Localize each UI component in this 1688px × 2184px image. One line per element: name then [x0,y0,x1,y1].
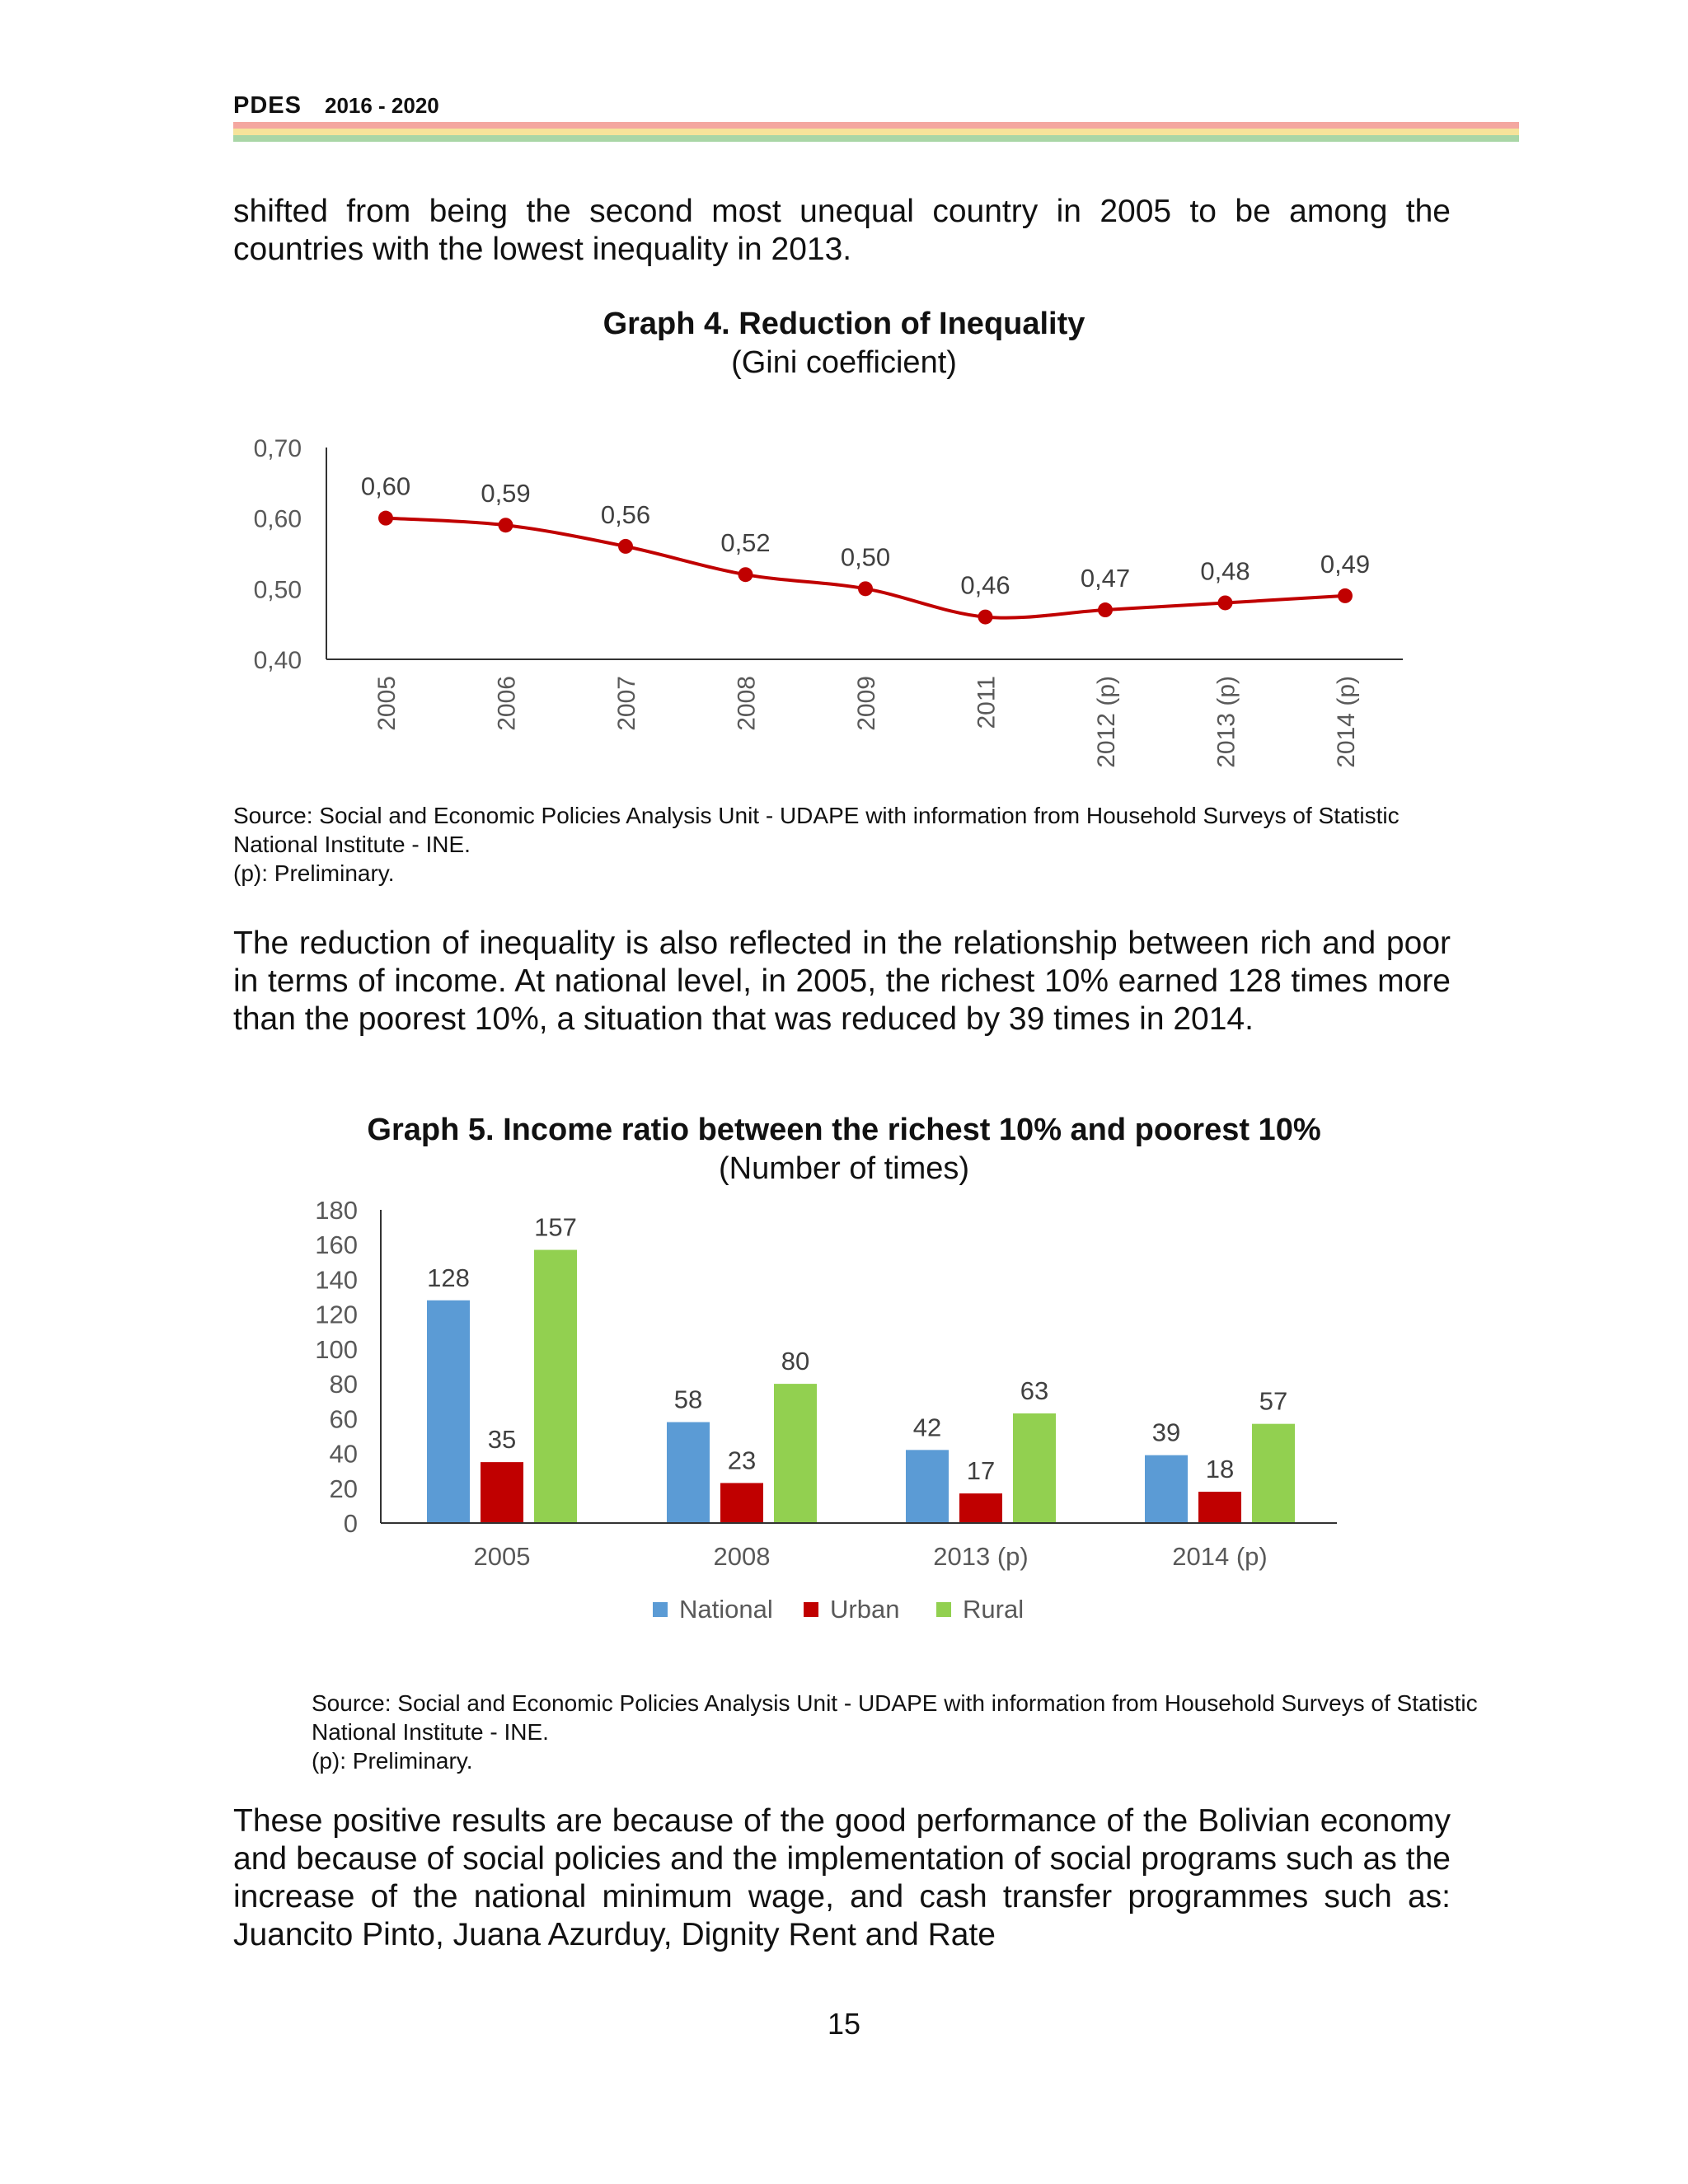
graph5-title: Graph 5. Income ratio between the richest 10% and poorest 10% [367,1113,1321,1147]
y-tick-label: 0,70 [253,435,302,462]
data-label: 0,52 [720,528,771,558]
bar-national [1145,1455,1188,1523]
page-number: 15 [827,2007,861,2041]
x-tick-label: 2013 (p) [933,1542,1029,1571]
data-label: 80 [781,1347,810,1376]
legend-label-urban: Urban [830,1595,900,1624]
bar-rural [774,1384,817,1523]
y-tick-label: 20 [329,1474,358,1503]
x-tick-label: 2006 [493,676,521,731]
data-label: 0,59 [481,479,531,509]
x-tick-label: 2005 [373,676,401,731]
data-label: 42 [912,1413,942,1442]
data-label: 157 [534,1212,577,1242]
bar-urban [959,1493,1002,1523]
data-label: 0,60 [360,471,411,501]
y-tick-label: 40 [329,1439,358,1469]
x-tick-label: 2007 [613,676,640,731]
data-label: 0,56 [600,499,651,529]
y-tick-label: 60 [329,1404,358,1434]
x-tick-label: 2005 [473,1542,531,1571]
x-tick-label: 2008 [713,1542,771,1571]
x-tick-label: 2014 (p) [1333,676,1360,768]
data-label: 0,50 [840,542,891,572]
data-label: 58 [673,1385,703,1414]
graph4-source-note: (p): Preliminary. [233,860,395,886]
data-label: 18 [1205,1455,1235,1483]
graph5-subtitle: (Number of times) [718,1151,970,1186]
paragraph-intro: shifted from being the second most unequal country in 2005 to be among the countries with the lowest inequality in 2013. [233,194,1451,267]
data-label: 63 [1020,1376,1049,1405]
bar-national [906,1450,949,1523]
data-label: 0,48 [1200,556,1250,586]
bar-rural [1013,1413,1056,1523]
bar-urban [1198,1492,1241,1523]
y-tick-label: 140 [315,1265,358,1295]
legend-swatch-rural [936,1602,951,1617]
header-years: 2016 - 2020 [324,93,439,118]
graph5-source [312,1689,1564,1775]
data-label: 35 [487,1425,517,1455]
bar-national [427,1301,470,1523]
data-label: 17 [966,1456,996,1486]
legend-label-rural: Rural [963,1595,1025,1624]
y-tick-label: 0,40 [253,647,302,674]
x-tick-label: 2009 [853,676,880,731]
data-label: 0,49 [1320,549,1371,579]
data-label: 128 [427,1263,470,1292]
bar-urban [720,1483,763,1523]
graph5-source-text: Source: Social and Economic Policies Analysis Unit - UDAPE with information from Household Surveys of Statistic National Institute - INE. [312,1690,1478,1745]
y-tick-label: 180 [315,1196,358,1225]
bar-rural [534,1250,577,1523]
x-tick-label: 2011 [973,676,1001,729]
data-label: 0,46 [960,570,1010,600]
y-tick-label: 0 [343,1509,358,1538]
bar-national [667,1422,710,1523]
paragraph-positive-results: These positive results are because of the good performance of the Bolivian economy and because of social policies and the implementation of social programs such as the increase of the national minimum wage, and cash transfer programmes such as: Juancito Pinto, Juana Azurduy, Dignity Rent and Rate [233,1803,1451,1952]
bar-rural [1252,1424,1295,1523]
header-acronym: PDES [233,92,302,119]
y-tick-label: 0,60 [253,505,302,533]
x-tick-label: 2008 [733,676,761,731]
graph4-subtitle: (Gini coefficient) [731,345,957,380]
paragraph-income-ratio: The reduction of inequality is also reflected in the relationship between rich and poor in terms of income. At national level, in 2005, the richest 10% earned 128 times more than the poorest 10%, a situation that was reduced by 39 times in 2014. [233,926,1451,1037]
graph4-source-text: Source: Social and Economic Policies Analysis Unit - UDAPE with information from Household Surveys of Statistic National Institute - INE. [233,803,1400,857]
bar-urban [481,1462,523,1523]
y-tick-label: 0,50 [253,576,302,604]
y-tick-label: 160 [315,1230,358,1260]
y-tick-label: 100 [315,1334,358,1364]
legend-label-national: National [679,1595,773,1624]
data-label: 0,47 [1080,564,1131,593]
graph4-title: Graph 4. Reduction of Inequality [603,307,1085,341]
data-label: 57 [1259,1386,1288,1416]
data-label: 39 [1151,1418,1181,1447]
legend-swatch-national [653,1602,668,1617]
data-label: 23 [727,1446,757,1475]
y-tick-label: 120 [315,1300,358,1329]
x-tick-label: 2013 (p) [1212,676,1240,768]
x-tick-label: 2012 (p) [1093,676,1120,768]
graph5-source-note: (p): Preliminary. [312,1748,473,1774]
legend-swatch-urban [804,1602,818,1617]
x-tick-label: 2014 (p) [1172,1542,1268,1571]
y-tick-label: 80 [329,1370,358,1399]
